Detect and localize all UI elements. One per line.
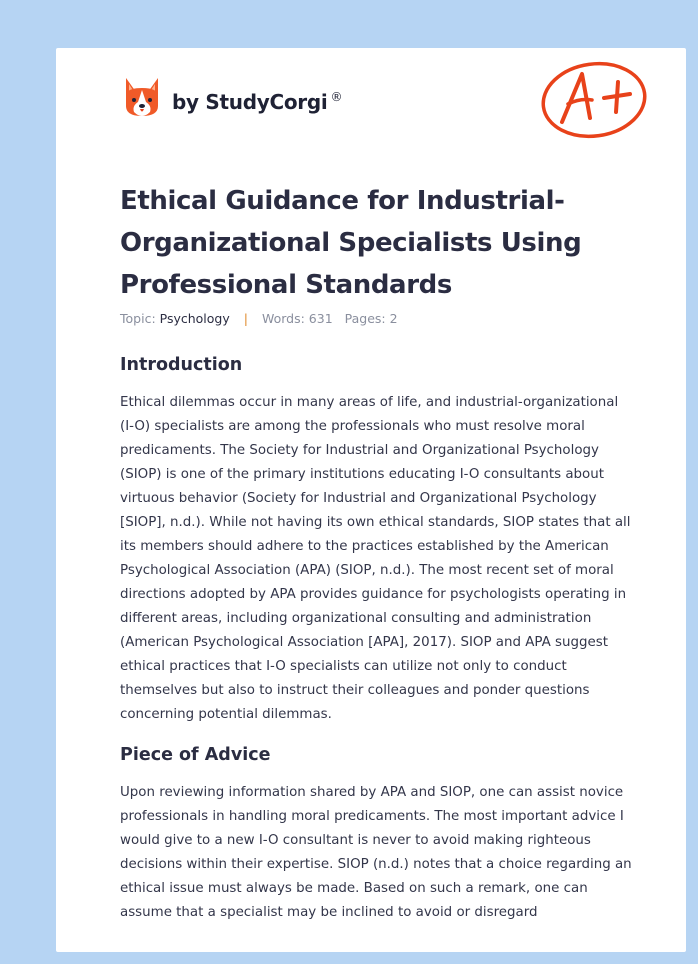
topic-label: Topic: <box>120 311 156 326</box>
section-heading-advice: Piece of Advice <box>120 745 271 765</box>
section-body-introduction: Ethical dilemmas occur in many areas of life, and industrial-organizational (I-O) specialists are among the professionals who must resolve moral predicaments. The Society for Industrial and Organizational Psychology (SIOP) is one of the primary institutions educating I-O consultants about virtuous behavior (Society for Industrial and Organizational Psychology [SIOP], n.d.). While not having its own ethical standards, SIOP states that all its members should adhere to the practices established by the American Psychological Association (APA) (SIOP, n.d.). The most recent set of moral directions adopted by APA provides guidance for psychologists operating in different areas, including organizational consulting and administration (American Psychological Association [APA], 2017). SIOP and APA suggest ethical practices that I-O specialists can utilize not only to conduct themselves but also to instruct their colleagues and ponder questions concerning potential dilemmas. <box>120 395 631 722</box>
pages-label: Pages: <box>344 311 386 326</box>
words-label: Words: <box>261 311 305 326</box>
a-plus-grade-icon <box>538 58 650 142</box>
document-page <box>56 48 686 952</box>
registered-mark: ® <box>330 90 343 105</box>
corgi-logo-icon <box>122 76 162 120</box>
page-title: Ethical Guidance for Industrial-Organizational Specialists Using Professional Standards <box>120 186 582 300</box>
section-body-advice: Upon reviewing information shared by APA and SIOP, one can assist novice professionals in handling moral predicaments. The most important advice I would give to a new I-O consultant is never to avoid making righteous decisions within their expertise. SIOP (n.d.) notes that a choice regarding an ethical issue must always be made. Based on such a remark, one can assume that a specialist may be inclined to avoid or disregard <box>120 785 632 920</box>
brand-name: by StudyCorgi ® <box>172 90 343 114</box>
topic-link[interactable]: Psychology <box>159 311 230 326</box>
meta-separator: | <box>243 311 248 326</box>
words-value: 631 <box>308 311 333 326</box>
brand-logo[interactable] <box>122 76 342 120</box>
grade-badge <box>538 58 650 146</box>
document-meta <box>120 311 398 326</box>
pages-value: 2 <box>389 311 398 326</box>
section-heading-introduction: Introduction <box>120 355 243 375</box>
